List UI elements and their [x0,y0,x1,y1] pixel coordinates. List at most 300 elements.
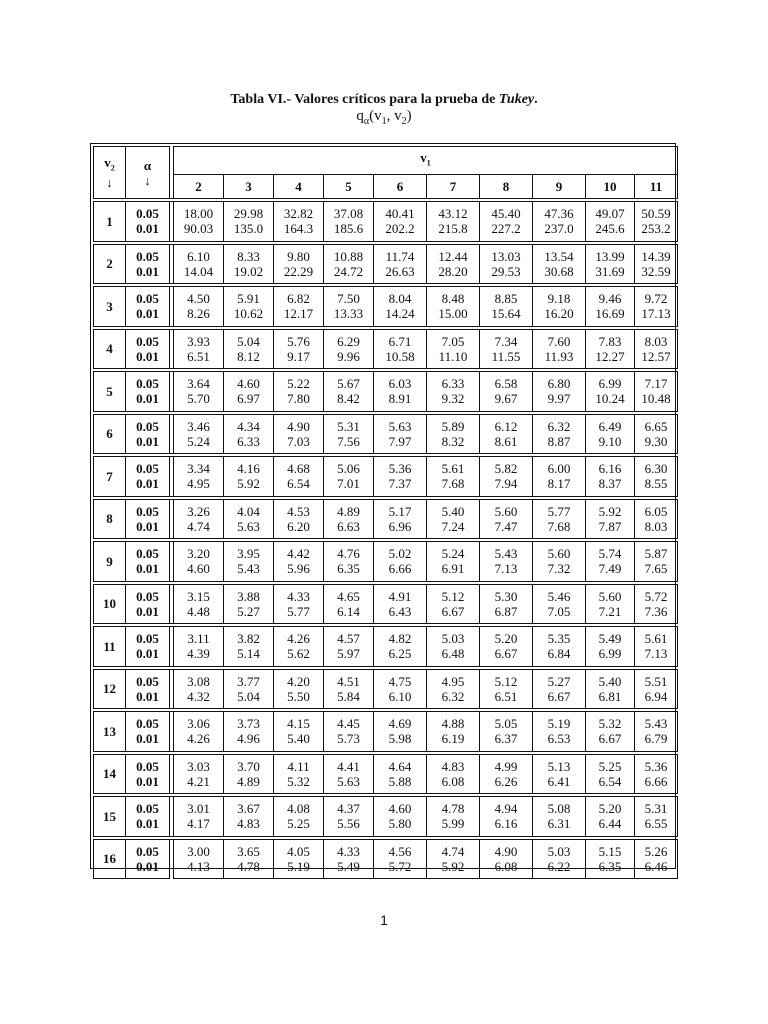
q-value-cell [427,627,480,667]
v2-value: 7 [94,457,126,497]
q-005: 5.08 [547,801,571,817]
q-005: 5.67 [337,376,360,392]
q-001: 8.03 [644,518,668,534]
q-001: 8.17 [547,476,571,492]
q-005: 5.22 [287,376,310,392]
q-005: 6.12 [494,418,518,434]
q-value-cell [224,202,274,242]
q-value-cell [324,627,374,667]
q-005: 3.08 [187,673,210,689]
q-005: 5.77 [547,503,571,519]
q-005: 5.60 [547,546,571,562]
table-row [94,414,678,454]
alpha-005: 0.05 [136,673,159,689]
q-005: 3.01 [187,801,210,817]
q-001: 5.14 [237,646,260,662]
v2-value: 4 [94,329,126,369]
q-001: 6.55 [644,816,668,832]
q-005: 6.16 [598,461,622,477]
q-005: 5.91 [237,291,260,307]
q-005: 5.89 [441,418,465,434]
q-value-cell [480,244,533,284]
q-001: 245.6 [595,221,625,237]
q-005: 4.41 [337,758,360,774]
q-001: 6.33 [237,433,260,449]
q-001: 6.87 [494,603,518,619]
q-001: 16.20 [544,306,574,322]
q-value-cell [174,414,224,454]
q-005: 8.33 [237,248,260,264]
alpha-001: 0.01 [136,433,159,449]
q-005: 5.26 [644,843,668,859]
q-005: 4.82 [388,631,412,647]
alpha-001: 0.01 [136,646,159,662]
q-value-cell [224,244,274,284]
q-value-cell [586,499,635,539]
q-value-cell [174,542,224,582]
q-001: 7.03 [287,433,310,449]
q-001: 6.54 [598,773,622,789]
q-value-cell [374,669,427,709]
q-value-cell [586,202,635,242]
q-005: 5.61 [441,461,465,477]
q-001: 6.19 [441,731,465,747]
q-value-cell [174,584,224,624]
q-005: 4.88 [441,716,465,732]
q-001: 7.68 [441,476,465,492]
q-005: 5.40 [441,503,465,519]
v1-header: $v_1$ [174,147,678,175]
q-005: 6.30 [644,461,668,477]
q-001: 6.81 [598,688,622,704]
q-value-cell [324,669,374,709]
v2-value: 14 [94,754,126,794]
q-001: 4.83 [237,816,260,832]
q-001: 6.66 [644,773,668,789]
q-001: 7.87 [598,518,622,534]
q-001: 5.99 [441,816,465,832]
q-value-cell [427,584,480,624]
q-value-cell [480,754,533,794]
q-value-cell [274,202,324,242]
q-value-cell [533,754,586,794]
q-value-cell [224,499,274,539]
q-001: 5.62 [287,646,310,662]
q-005: 4.60 [388,801,412,817]
q-005: 6.33 [441,376,465,392]
q-005: 4.33 [337,843,360,859]
q-value-cell [586,457,635,497]
q-value-cell [374,244,427,284]
q-005: 4.95 [441,673,465,689]
q-005: 45.40 [491,206,521,222]
q-value-cell [427,797,480,837]
q-value-cell [427,414,480,454]
alpha-005: 0.05 [136,376,159,392]
q-value-cell [374,542,427,582]
q-value-cell [324,839,374,879]
q-005: 6.58 [494,376,518,392]
q-value-cell [533,329,586,369]
q-value-cell [533,669,586,709]
q-005: 8.03 [644,333,668,349]
q-001: 9.17 [287,348,310,364]
q-value-cell [224,839,274,879]
q-value-cell [374,457,427,497]
q-value-cell [174,202,224,242]
q-value-cell [174,329,224,369]
q-005: 7.50 [337,291,360,307]
alpha-values [126,712,170,752]
q-005: 6.80 [547,376,571,392]
q-value-cell [224,712,274,752]
alpha-values [126,627,170,667]
q-value-cell [174,669,224,709]
q-005: 5.46 [547,588,571,604]
alpha-values [126,244,170,284]
q-005: 37.08 [333,206,364,222]
q-value-cell [427,839,480,879]
alpha-001: 0.01 [136,858,159,874]
q-value-cell [224,627,274,667]
q-005: 3.26 [187,503,210,519]
q-005: 11.74 [385,248,415,264]
q-value-cell [324,754,374,794]
v2-value: 6 [94,414,126,454]
q-005: 5.31 [644,801,668,817]
q-value-cell [427,329,480,369]
q-001: 6.14 [337,603,360,619]
q-001: 6.35 [337,561,360,577]
q-value-cell [324,202,374,242]
v2-value: 15 [94,797,126,837]
table-row [94,499,678,539]
table-title: Tabla VI.- Valores críticos para la prueba de Tukey. [230,92,538,107]
alpha-001: 0.01 [136,221,159,237]
alpha-header: α ↓ [126,147,170,199]
q-005: 5.31 [337,418,360,434]
q-005: 5.51 [644,673,668,689]
q-005: 5.92 [598,503,622,519]
q-005: 4.89 [337,503,360,519]
q-005: 5.06 [337,461,360,477]
q-005: 18.00 [183,206,214,222]
q-001: 4.17 [187,816,210,832]
q-value-cell [635,669,678,709]
alpha-001: 0.01 [136,518,159,534]
q-001: 6.67 [547,688,571,704]
q-value-cell [480,329,533,369]
q-005: 4.11 [287,758,310,774]
q-001: 8.37 [598,476,622,492]
table-row [94,202,678,242]
q-001: 11.55 [491,348,521,364]
table-row [94,542,678,582]
q-001: 28.20 [438,263,468,279]
q-001: 6.25 [388,646,412,662]
q-value-cell [324,712,374,752]
q-001: 5.63 [237,518,260,534]
q-001: 6.91 [441,561,465,577]
q-005: 4.94 [494,801,518,817]
alpha-005: 0.05 [136,206,159,222]
q-value-cell [427,457,480,497]
q-005: 5.05 [494,716,518,732]
q-005: 7.17 [644,376,668,392]
q-value-cell [174,797,224,837]
q-value-cell [324,457,374,497]
q-001: 6.20 [287,518,310,534]
k-header-cell: 9 [533,175,586,199]
q-001: 7.37 [388,476,412,492]
q-005: 32.82 [283,206,314,222]
q-005: 5.40 [598,673,622,689]
table-row [94,797,678,837]
q-value-cell [635,287,678,327]
q-005: 5.61 [644,631,668,647]
q-001: 5.88 [388,773,412,789]
q-001: 7.13 [494,561,518,577]
q-value-cell [427,287,480,327]
q-001: 7.32 [547,561,571,577]
q-value-cell [586,287,635,327]
q-005: 43.12 [438,206,468,222]
q-value-cell [533,542,586,582]
q-value-cell [586,797,635,837]
q-005: 6.05 [644,503,668,519]
q-value-cell [586,712,635,752]
alpha-001: 0.01 [136,688,159,704]
q-005: 4.50 [187,291,210,307]
q-001: 9.97 [547,391,571,407]
q-value-cell [635,584,678,624]
q-005: 29.98 [233,206,264,222]
q-005: 5.03 [441,631,465,647]
q-value-cell [533,627,586,667]
q-value-cell [586,244,635,284]
q-005: 4.65 [337,588,360,604]
q-value-cell [274,754,324,794]
q-005: 4.34 [237,418,260,434]
q-001: 5.77 [287,603,310,619]
q-001: 7.01 [337,476,360,492]
q-value-cell [480,287,533,327]
q-001: 6.53 [547,731,571,747]
q-001: 8.61 [494,433,518,449]
q-001: 7.94 [494,476,518,492]
q-value-cell [274,839,324,879]
q-005: 3.11 [187,631,210,647]
q-001: 5.24 [187,433,210,449]
q-value-cell [480,712,533,752]
q-value-cell [427,372,480,412]
table-row [94,287,678,327]
q-value-cell [174,754,224,794]
k-header-cell: 6 [374,175,427,199]
q-001: 5.72 [388,858,412,874]
alpha-001: 0.01 [136,603,159,619]
v2-value: 9 [94,542,126,582]
q-001: 5.32 [287,773,310,789]
q-005: 7.83 [598,333,622,349]
q-001: 5.73 [337,731,360,747]
q-001: 6.22 [547,858,571,874]
q-001: 6.31 [547,816,571,832]
q-005: 3.67 [237,801,260,817]
alpha-001: 0.01 [136,348,159,364]
q-001: 5.70 [187,391,210,407]
q-001: 26.63 [385,263,415,279]
q-001: 90.03 [183,221,214,237]
q-value-cell [533,372,586,412]
q-value-cell [635,542,678,582]
q-005: 4.53 [287,503,310,519]
q-value-cell [586,542,635,582]
q-value-cell [374,329,427,369]
alpha-001: 0.01 [136,561,159,577]
q-005: 5.36 [388,461,412,477]
q-value-cell [533,414,586,454]
q-001: 7.68 [547,518,571,534]
q-005: 4.16 [237,461,260,477]
q-001: 5.92 [237,476,260,492]
v2-value: 13 [94,712,126,752]
q-001: 4.48 [187,603,210,619]
q-001: 11.93 [544,348,574,364]
q-005: 5.30 [494,588,518,604]
q-005: 4.60 [237,376,260,392]
q-value-cell [480,584,533,624]
table-row [94,839,678,879]
q-005: 13.54 [544,248,574,264]
q-005: 3.06 [187,716,210,732]
q-value-cell [480,797,533,837]
alpha-001: 0.01 [136,263,159,279]
q-005: 4.42 [287,546,310,562]
q-001: 10.48 [641,391,671,407]
q-005: 4.78 [441,801,465,817]
q-005: 3.93 [187,333,210,349]
q-001: 185.6 [333,221,364,237]
q-value-cell [635,329,678,369]
q-001: 253.2 [641,221,671,237]
q-001: 6.67 [441,603,465,619]
q-001: 7.47 [494,518,518,534]
q-value-cell [427,542,480,582]
q-005: 5.13 [547,758,571,774]
alpha-values [126,499,170,539]
k-header-cell: 8 [480,175,533,199]
q-001: 9.32 [441,391,465,407]
q-005: 4.76 [337,546,360,562]
q-value-cell [174,627,224,667]
alpha-001: 0.01 [136,731,159,747]
q-001: 13.33 [333,306,364,322]
q-001: 14.24 [385,306,415,322]
q-005: 5.25 [598,758,622,774]
q-value-cell [635,499,678,539]
q-005: 13.03 [491,248,521,264]
q-001: 14.04 [183,263,214,279]
q-value-cell [274,797,324,837]
v2-value: 5 [94,372,126,412]
q-001: 5.84 [337,688,360,704]
q-001: 4.21 [187,773,210,789]
q-005: 9.80 [287,248,310,264]
q-005: 4.74 [441,843,465,859]
q-005: 3.73 [237,716,260,732]
q-005: 3.65 [237,843,260,859]
q-001: 10.24 [595,391,625,407]
q-value-cell [224,457,274,497]
q-005: 5.20 [494,631,518,647]
q-value-cell [533,584,586,624]
q-001: 135.0 [233,221,264,237]
q-value-cell [480,839,533,879]
q-005: 7.60 [547,333,571,349]
q-001: 6.51 [494,688,518,704]
alpha-001: 0.01 [136,773,159,789]
alpha-values [126,372,170,412]
q-value-cell [174,457,224,497]
q-value-cell [374,754,427,794]
q-value-cell [324,584,374,624]
k-header-cell: 10 [586,175,635,199]
q-value-cell [274,372,324,412]
q-value-cell [427,712,480,752]
alpha-005: 0.05 [136,801,159,817]
table-subtitle: $q_\alpha(v_1$, $v_2$) [356,108,412,127]
q-005: 49.07 [595,206,625,222]
q-001: 6.08 [494,858,518,874]
k-header-cell: 2 [174,175,224,199]
alpha-001: 0.01 [136,391,159,407]
q-005: 4.68 [287,461,310,477]
table-row [94,372,678,412]
q-001: 8.42 [337,391,360,407]
q-005: 5.43 [644,716,668,732]
q-005: 6.00 [547,461,571,477]
q-value-cell [274,712,324,752]
q-001: 10.62 [233,306,264,322]
q-005: 5.60 [494,503,518,519]
q-001: 6.94 [644,688,668,704]
q-value-cell [274,499,324,539]
q-value-cell [324,499,374,539]
q-001: 227.2 [491,221,521,237]
alpha-001: 0.01 [136,306,159,322]
q-005: 3.82 [237,631,260,647]
q-005: 5.24 [441,546,465,562]
alpha-005: 0.05 [136,758,159,774]
q-value-cell [635,754,678,794]
table-row [94,584,678,624]
q-001: 5.98 [388,731,412,747]
q-001: 6.46 [644,858,668,874]
table-row [94,329,678,369]
v2-value: 2 [94,244,126,284]
q-value-cell [635,244,678,284]
q-005: 3.77 [237,673,260,689]
q-001: 11.10 [438,348,468,364]
q-value-cell [635,797,678,837]
q-001: 4.89 [237,773,260,789]
q-005: 4.69 [388,716,412,732]
q-005: 8.04 [388,291,412,307]
q-005: 4.64 [388,758,412,774]
q-005: 4.26 [287,631,310,647]
q-value-cell [174,372,224,412]
